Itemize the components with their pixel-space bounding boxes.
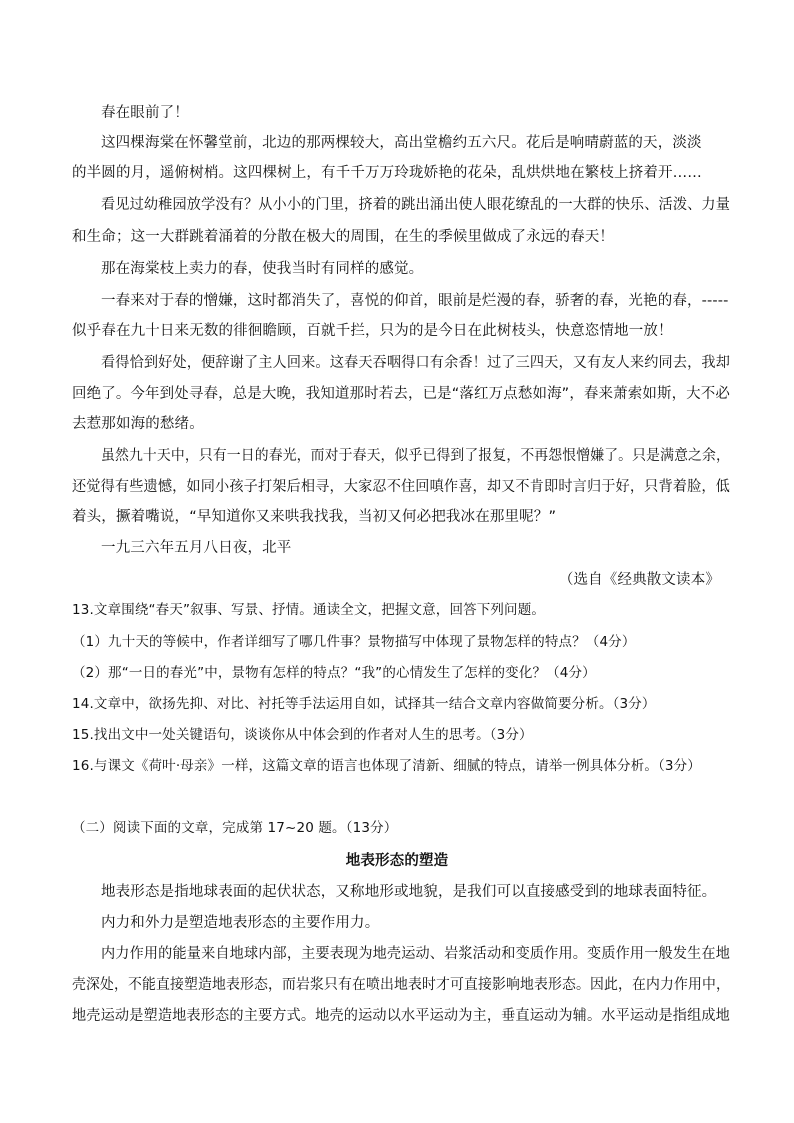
question: 16.与课文《荷叶·母亲》一样，这篇文章的语言也体现了清新、细腻的特点，请举一例具体分析。（3分） xyxy=(72,758,701,774)
sub-question: （2）那“一日的春光”中，景物有怎样的特点？“我”的心情发生了怎样的变化？（4分） xyxy=(72,665,596,681)
paragraph-line: 那在海棠枝上卖力的春，使我当时有同样的感觉。 xyxy=(101,261,424,277)
question: 15.找出文中一处关键语句，谈谈你从中体会到的作者对人生的思考。（3分） xyxy=(72,727,533,743)
question: 14.文章中，欲扬先抑、对比、衬托等手法运用自如，试择其一结合文章内容做简要分析。（3分） xyxy=(72,696,656,712)
paragraph-line: 看见过幼稚园放学没有？从小小的门里，挤着的跳出涌出使人眼花缭乱的一大群的快乐、活泼、力量 xyxy=(101,197,731,213)
sub-question: （1）九十天的等候中，作者详细写了哪几件事？景物描写中体现了景物怎样的特点？（4分） xyxy=(72,634,636,650)
paragraph-line: 一春来对于春的憎嫌，这时都消失了，喜悦的仰首，眼前是烂漫的春，骄奢的春，光艳的春，----- xyxy=(101,293,729,309)
paragraph-line: 看得恰到好处，便辞谢了主人回来。这春天吞咽得口有余香！过了三四天，又有友人来约同去，我却 xyxy=(101,355,731,371)
paragraph-line: 回绝了。今年到处寻春，总是大晚，我知道那时若去，已是“落红万点愁如海”，春来萧索如斯，大不必 xyxy=(72,386,731,402)
paragraph-line: 着头，撅着嘴说，“早知道你又来哄我找我，当初又何必把我冰在那里呢？” xyxy=(72,509,557,525)
section-header: （二）阅读下面的文章，完成第 17~20 题。（13分） xyxy=(72,820,398,836)
paragraph-line: 和生命；这一大群跳着涌着的分散在极大的周围，在生的季候里做成了永远的春天！ xyxy=(72,229,615,245)
paragraph-line: 内力作用的能量来自地球内部，主要表现为地壳运动、岩浆活动和变质作用。变质作用一般发生在地 xyxy=(101,946,731,962)
paragraph-line: 还觉得有些遗憾，如同小孩子打架后相寻，大家忍不住回嗔作喜，却又不肯即时言归于好，只背着脸，低 xyxy=(72,479,731,495)
paragraph-line: 内力和外力是塑造地表形态的主要作用力。 xyxy=(101,915,380,931)
source-citation: （选自《经典散文读本》 xyxy=(558,572,720,588)
paragraph-line: 地壳运动是塑造地表形态的主要方式。地壳的运动以水平运动为主，垂直运动为辅。水平运动是指组成地 xyxy=(72,1008,731,1024)
paragraph-line: 春在眼前了！ xyxy=(101,105,189,121)
paragraph-line: 去惹那如海的愁绪。 xyxy=(72,416,204,432)
paragraph-line: 这四棵海棠在怀馨堂前，北边的那两棵较大，高出堂檐约五六尺。花后是响晴蔚蓝的天，淡淡 xyxy=(101,135,702,151)
paragraph-line: 似乎春在九十日来无数的徘徊瞻顾，百就千拦，只为的是今日在此树枝头，快意恣情地一放！ xyxy=(72,323,673,339)
paragraph-line: 地表形态是指地球表面的起伏状态，又称地形或地貌，是我们可以直接感受到的地球表面特征。 xyxy=(101,884,717,900)
dateline: 一九三六年五月八日夜，北平 xyxy=(101,540,292,556)
question: 13.文章围绕“春天”叙事、写景、抒情。通读全文，把握文意，回答下列问题。 xyxy=(72,602,546,618)
paragraph-line: 壳深处，不能直接塑造地表形态，而岩浆只有在喷出地表时才可直接影响地表形态。因此，在内力作用中， xyxy=(72,977,730,993)
paragraph-line: 虽然九十天中，只有一日的春光，而对于春天，似乎已得到了报复，不再怨恨憎嫌了。只是满意之余， xyxy=(101,448,730,464)
article-title: 地表形态的塑造 xyxy=(345,853,449,869)
paragraph-line: 的半圆的月，遥俯树梢。这四棵树上，有千千万万玲珑娇艳的花朵，乱烘烘地在繁枝上挤着开…… xyxy=(72,165,702,181)
